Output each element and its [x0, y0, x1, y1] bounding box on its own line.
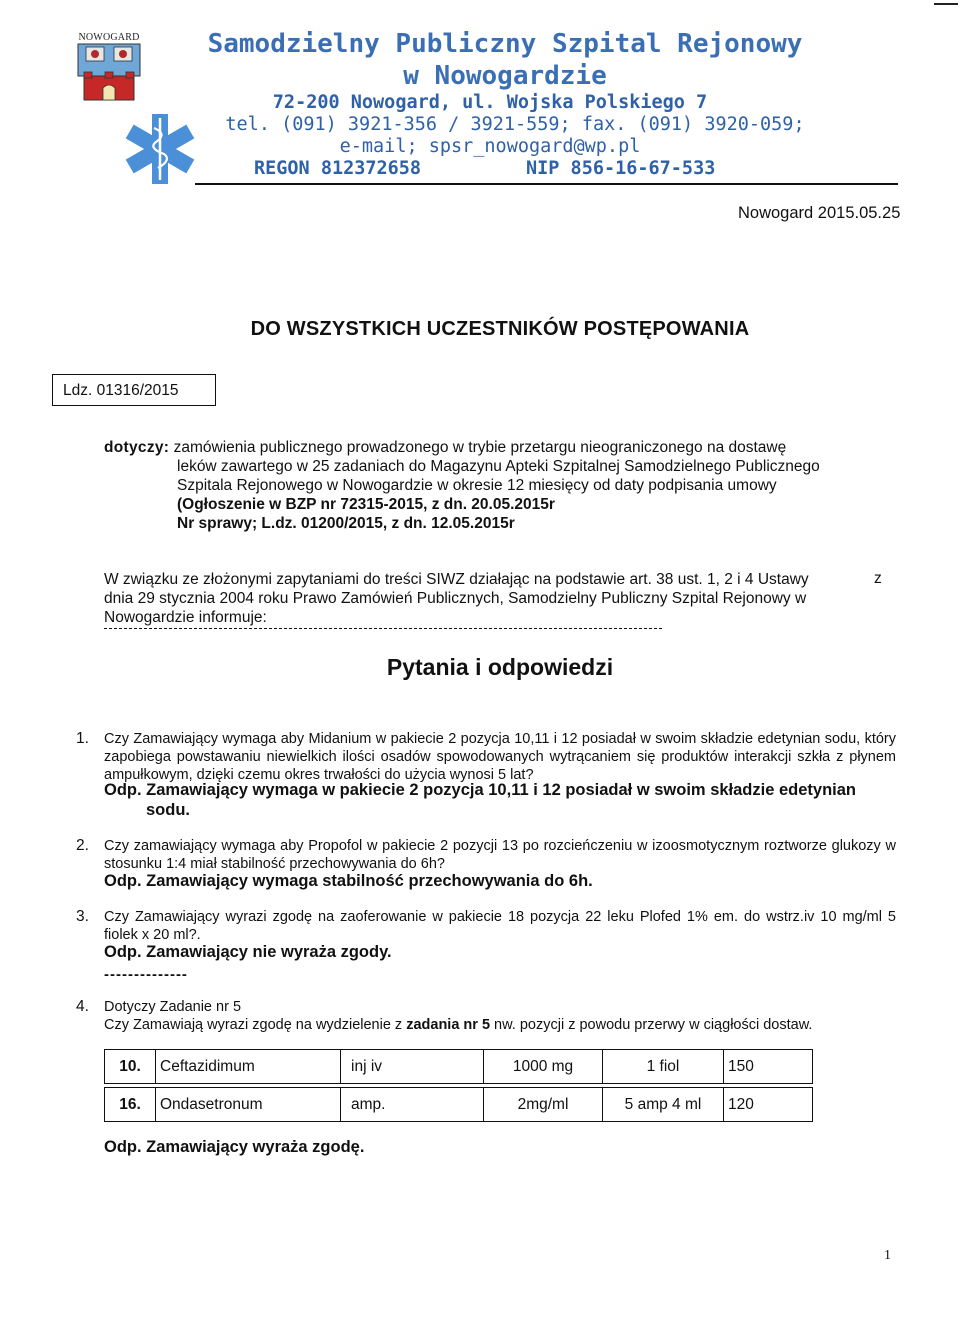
- answer-line2: sodu.: [146, 801, 190, 819]
- reference-number-box: Ldz. 01316/2015: [52, 374, 216, 406]
- final-answer: Odp. Zamawiający wyraża zgodę.: [104, 1138, 365, 1156]
- answer-text: [104, 780, 894, 820]
- table-row: [105, 1050, 813, 1084]
- dashed-divider: [104, 628, 662, 629]
- hospital-nip: NIP 856-16-67-533: [526, 158, 716, 179]
- page-number: 1: [884, 1248, 891, 1263]
- hospital-email: e-mail; spsr_nowogard@wp.pl: [339, 136, 641, 157]
- header-rule: [195, 183, 898, 185]
- regarding-block: [104, 438, 884, 533]
- city-crest-icon: [70, 32, 148, 106]
- question4-line2-post: nw. pozycji z powodu przerwy w ciągłości dostaw.: [490, 1017, 813, 1033]
- question4-line2-pre: Czy Zamawiają wyrazi zgodę na wydzielenie z: [104, 1017, 407, 1033]
- table-cell-form: amp.: [341, 1088, 484, 1122]
- question4-text: [104, 998, 896, 1034]
- question4-line1: Dotyczy Zadanie nr 5: [104, 999, 242, 1015]
- table-cell-drug: Ceftazidimum: [156, 1050, 341, 1084]
- star-of-life-caduceus-icon: [112, 112, 208, 186]
- question-number: 3.: [76, 908, 89, 925]
- hospital-regon: REGON 812372658: [254, 158, 422, 179]
- addressee-heading: DO WSZYSTKICH UCZESTNIKÓW POSTĘPOWANIA: [250, 318, 750, 340]
- question-text: Czy Zamawiający wymaga aby Midanium w pakiecie 2 pozycja 10,11 i 12 posiadał w swoim składzie edetynian sodu, który zapobiega powstawaniu niewielkich ilości osadów spowodowanych wytrącaniem się produktów interakcji szkła z płynem ampułkowym, dzięki czemu okres trwałości do użycia wynosi 5 lat?: [104, 731, 896, 783]
- drug-positions-table: [104, 1049, 813, 1122]
- table-cell-dose: 1000 mg: [484, 1050, 603, 1084]
- regarding-announcement: (Ogłoszenie w BZP nr 72315-2015, z dn. 20.05.2015r: [177, 496, 555, 513]
- question-number: 2.: [76, 837, 89, 854]
- intro-line2: dnia 29 stycznia 2004 roku Prawo Zamówień Publicznych, Samodzielny Publiczny Szpital Rejonowy w: [104, 590, 807, 607]
- answer-separator: --------------: [104, 966, 188, 983]
- qa-title: Pytania i odpowiedzi: [386, 654, 614, 680]
- regarding-line1: zamówienia publicznego prowadzonego w trybie przetargu nieograniczonego na dostawę: [173, 439, 787, 456]
- answer-text: Odp. Zamawiający nie wyraża zgody.: [104, 943, 392, 961]
- question4-line2-bold: zadania nr 5: [406, 1017, 491, 1033]
- intro-paragraph: [104, 570, 814, 627]
- intro-line1-end: z: [874, 570, 882, 587]
- question-number: 4.: [76, 998, 89, 1015]
- question-text: Czy Zamawiający wyrazi zgodę na zaoferowanie w pakiecie 18 pozycja 22 leku Plofed 1% em. do wstrz.iv 10 mg/ml 5 fiolek x 20 ml?.: [104, 909, 896, 943]
- table-cell-pack: 5 amp 4 ml: [603, 1088, 724, 1122]
- intro-line1: W związku ze złożonymi zapytaniami do treści SIWZ działając na podstawie art. 38 ust. 1, 2 i 4 Ustawy: [104, 571, 809, 588]
- table-cell-quantity: 150: [724, 1050, 813, 1084]
- question4-line2: [104, 1016, 896, 1034]
- table-cell-position: 10.: [105, 1050, 156, 1084]
- corner-mark: [934, 3, 958, 5]
- document-date: Nowogard 2015.05.25: [738, 204, 901, 222]
- answer-text: Odp. Zamawiający wymaga stabilność przechowywania do 6h.: [104, 872, 593, 890]
- table-cell-drug: Ondasetronum: [156, 1088, 341, 1122]
- answer-line1: Odp. Zamawiający wymaga w pakiecie 2 pozycja 10,11 i 12 posiadał w swoim składzie edetynian: [104, 781, 856, 799]
- intro-line3: Nowogardzie informuje:: [104, 609, 267, 626]
- hospital-phones: tel. (091) 3921-356 / 3921-559; fax. (091) 3920-059;: [225, 114, 805, 135]
- regarding-label: dotyczy:: [104, 439, 170, 456]
- table-row: [105, 1088, 813, 1122]
- table-cell-form: inj iv: [341, 1050, 484, 1084]
- hospital-name: Samodzielny Publiczny Szpital Rejonowy: [207, 29, 803, 59]
- regarding-line2: leków zawartego w 25 zadaniach do Magazynu Apteki Szpitalnej Samodzielnego Publicznego: [177, 458, 820, 475]
- table-cell-dose: 2mg/ml: [484, 1088, 603, 1122]
- table-cell-position: 16.: [105, 1088, 156, 1122]
- crest-label: NOWOGARD: [78, 32, 140, 43]
- table-cell-quantity: 120: [724, 1088, 813, 1122]
- table-cell-pack: 1 fiol: [603, 1050, 724, 1084]
- question-number: 1.: [76, 730, 89, 747]
- regarding-case-number: Nr sprawy; L.dz. 01200/2015, z dn. 12.05.2015r: [177, 515, 515, 532]
- hospital-location: w Nowogardzie: [403, 61, 607, 91]
- hospital-address: 72-200 Nowogard, ul. Wojska Polskiego 7: [272, 92, 708, 113]
- question-text: Czy zamawiający wymaga aby Propofol w pakiecie 2 pozycji 13 po rozcieńczeniu w izoosmotycznym roztworze glukozy w stosunku 1:4 miał stabilność przechowywania do 6h?: [104, 838, 896, 872]
- regarding-line3: Szpitala Rejonowego w Nowogardzie w okresie 12 miesięcy od daty podpisania umowy: [177, 477, 777, 494]
